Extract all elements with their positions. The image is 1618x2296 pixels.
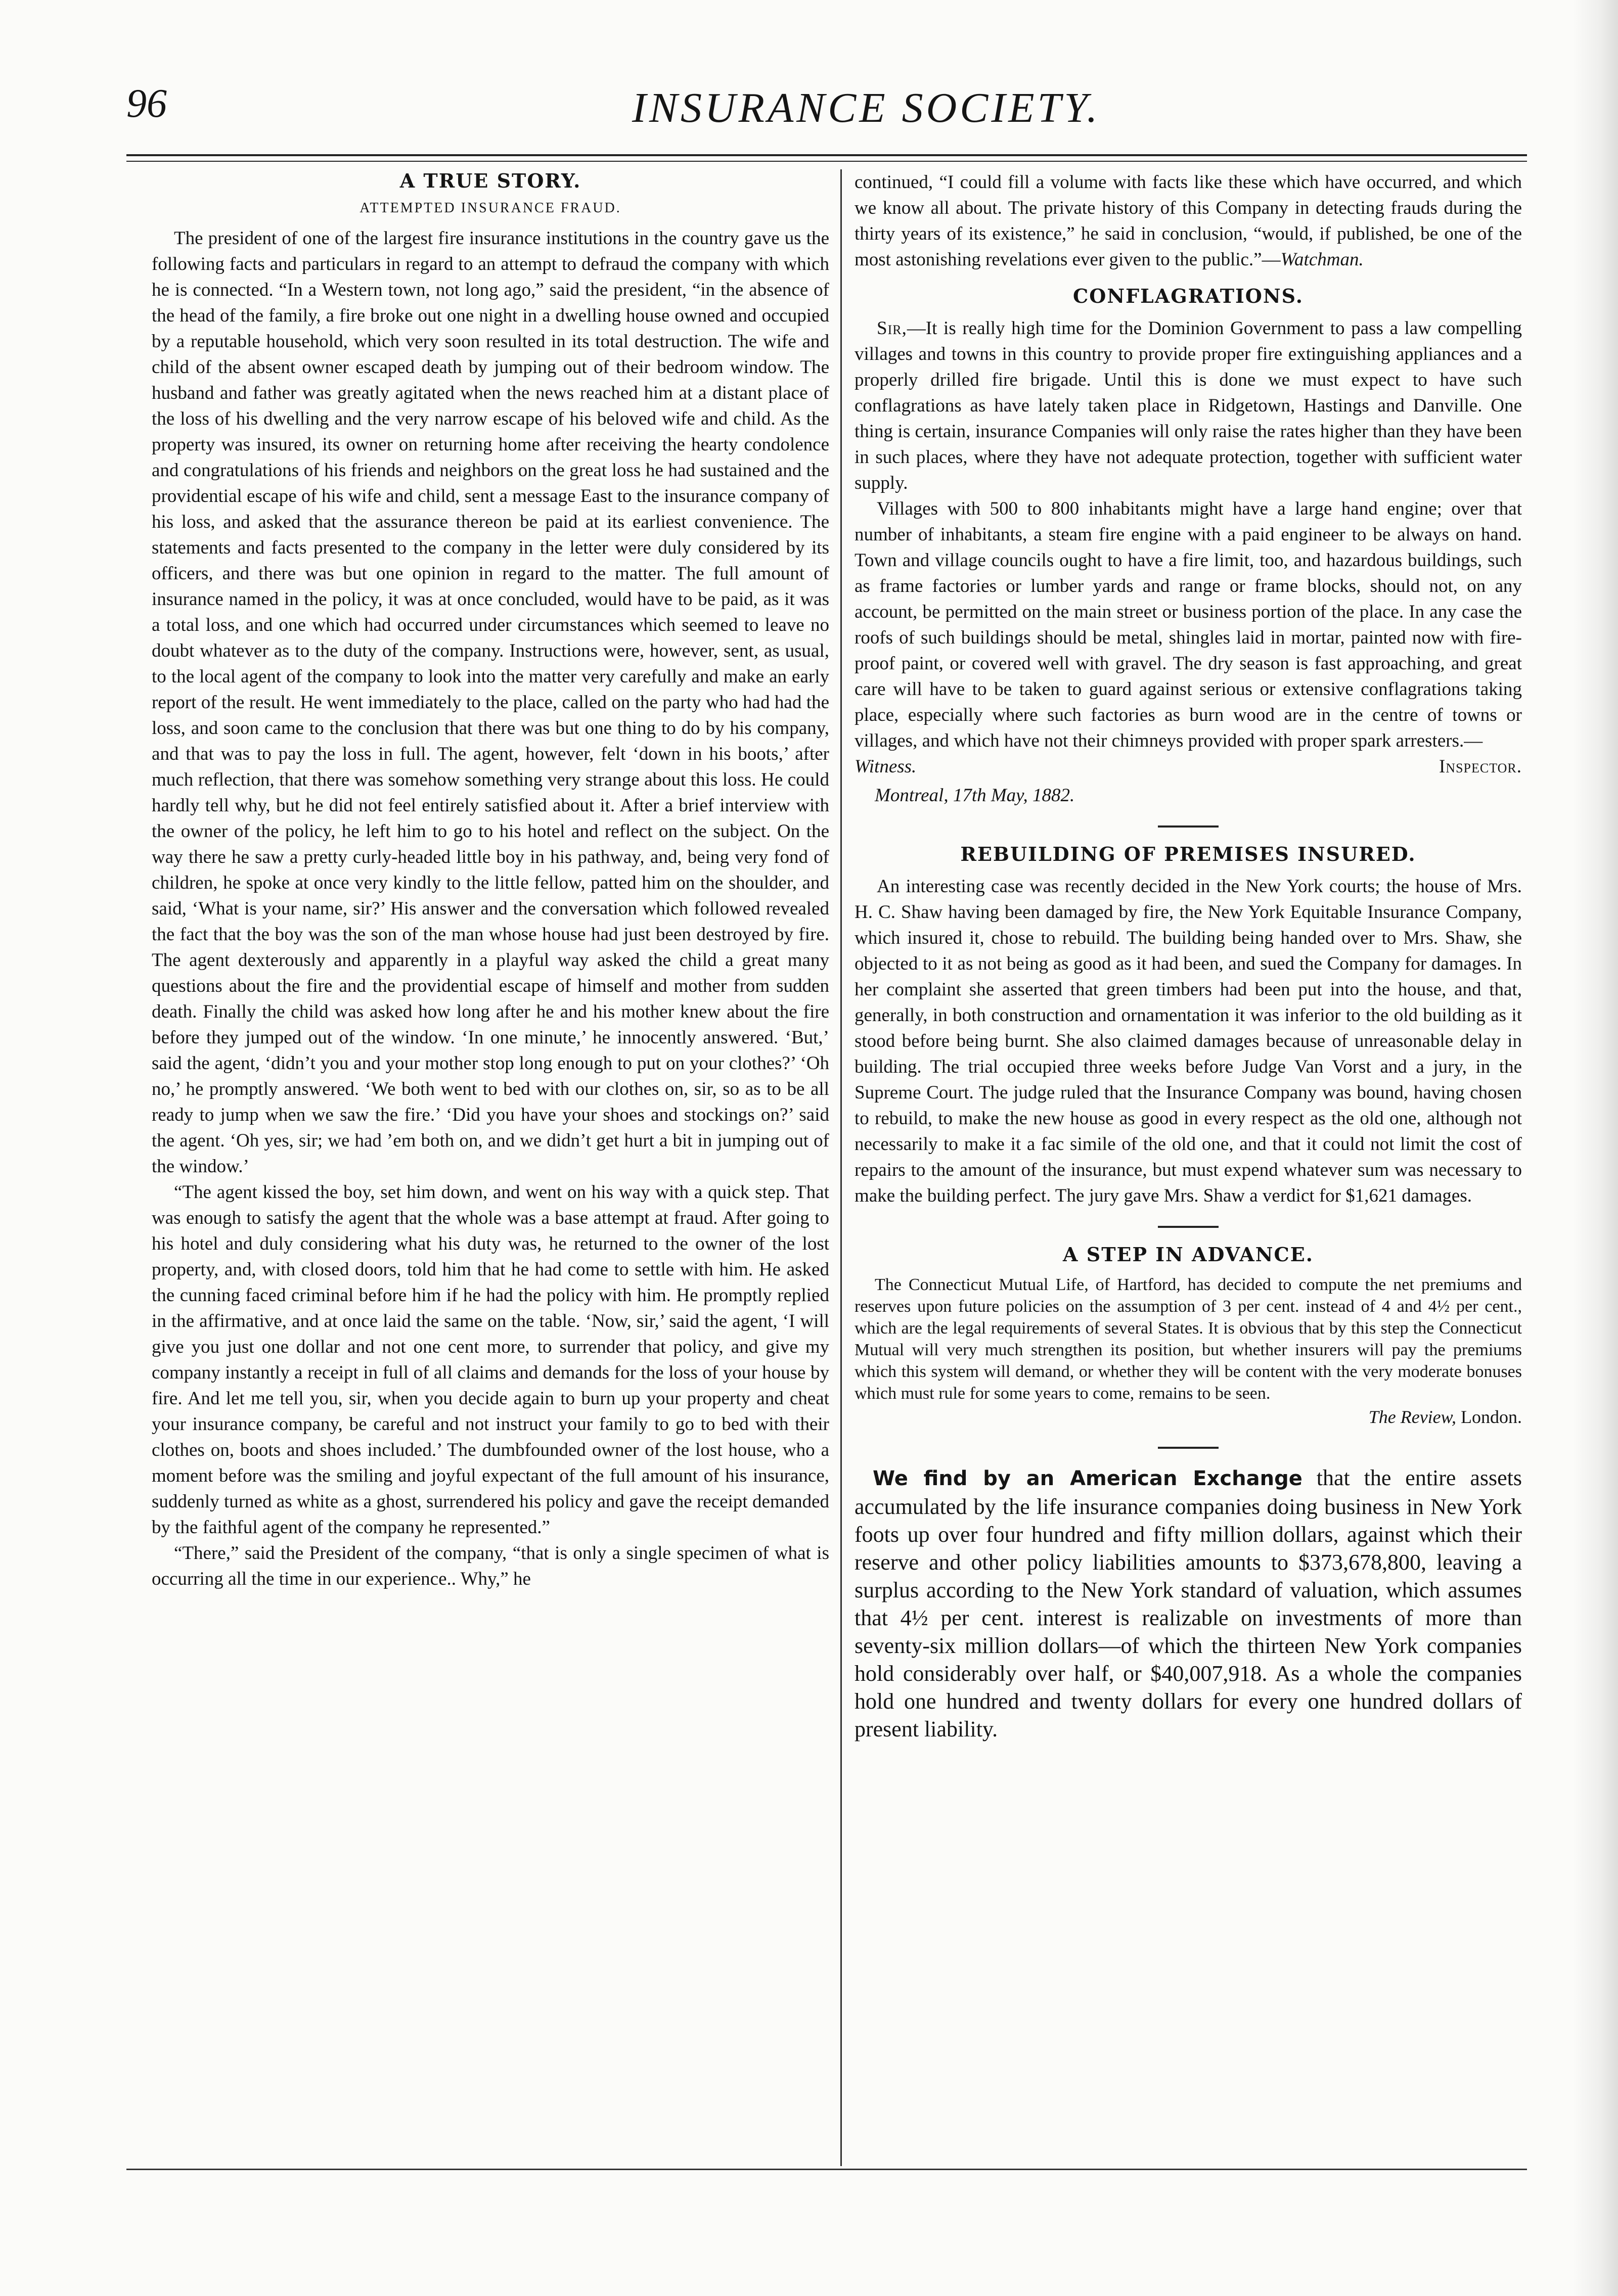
conflagrations-signature: Inspector.: [1439, 756, 1522, 777]
conflagrations-salutation: Sir,: [877, 318, 907, 339]
conflagrations-title: CONFLAGRATIONS.: [1073, 285, 1304, 307]
american-exchange-text: that the entire assets accumulated by the life insurance companies doing business in New York foots up over four hundred and fifty million dollars, against which their reserve and other policy liabilities amounts to $373,678,800, leaving a surplus according to the New York standard of valuation, which assumes that 4½ per cent. interest is realizable on investments of more than seventy-six million dollars—of which the thirteen New York companies hold considerably over half, or $40,007,918. As a whole the companies hold one hundred and twenty dollars for every one hundred dollars of present liability.: [855, 1465, 1522, 1741]
rebuilding-paragraph: An interesting case was recently decided in the New York courts; the house of Mrs. H. C. Shaw having been damaged by fire, the New York Equitable Insurance Company, which insured it, chose to rebuild. The building being handed over to Mrs. Shaw, she objected to it as not being as good as it had been, and sued the Company for damages. In her complaint she asserted that green timbers had been put into the house, and that, generally, in both construction and ornamentation it was inferior to the old building as it stood before being burnt. She also claimed damages because of unreasonable delay in building. The trial occupied three weeks before Judge Van Vorst and a jury, in the Supreme Court. The judge ruled that the Insurance Company was bound, having chosen to rebuild, to make the new house as good in every respect as the old one, although not necessarily to make it a fac simile of the old one, and that it could not limit the cost of repairs to the amount of the insurance, but must expend whatever sum was necessary to make the building perfect. The jury gave Mrs. Shaw a verdict for $1,621 damages.: [855, 876, 1522, 1206]
step-in-advance-title: A STEP IN ADVANCE.: [1063, 1243, 1314, 1266]
step-in-advance-source-place: London.: [1461, 1407, 1522, 1427]
header-rule-thin: [126, 161, 1527, 162]
step-in-advance-source-name: The Review,: [1368, 1407, 1456, 1427]
section-divider: [1158, 1447, 1219, 1449]
right-column: [855, 169, 1522, 2166]
left-column: [152, 169, 829, 2166]
true-story-subtitle: ATTEMPTED INSURANCE FRAUD.: [359, 200, 621, 216]
conflagrations-paragraph-2: Villages with 500 to 800 inhabitants might have a large hand engine; over that number of inhabitants, a steam fire engine with a paid engineer to be always on hand. Town and village councils ought to have a fire limit, too, and hazardous buildings, such as frame factories or lumber yards and range or frame blocks, should not, on any account, be permitted on the main street or business portion of the place. In any case the roofs of such buildings should be metal, shingles laid in mortar, painted now with fire-proof paint, or covered well with gravel. The dry season is fast approaching, and great care will have to be taken to guard against serious or extensive conflagrations taking place, especially where such factories as burn wood are in the centre of towns or villages, and which have not their chimneys provided with proper spark arresters.—: [855, 498, 1522, 751]
true-story-title: A TRUE STORY.: [399, 169, 581, 192]
running-head: INSURANCE SOCIETY.: [632, 84, 1101, 131]
american-exchange-lead: We find by an American Exchange: [873, 1467, 1302, 1490]
true-story-paragraph-1: The president of one of the largest fire insurance institutions in the country gave us the following facts and particulars in regard to an attempt to defraud the company with which he is connected. “In a Western town, not long ago,” said the president, “in the absence of the head of the family, a fire broke out one night in a dwelling house owned and occupied by a reputable household, which very soon resulted in its total destruction. The wife and child of the absent owner escaped death by jumping out of their bedroom window. The husband and father was greatly agitated when the news reached him at a distant place of the loss of his dwelling and the very narrow escape of his beloved wife and child. As the property was insured, its owner on returning home after receiving the hearty condolence and congratulations of his friends and neighbors on the great loss he had sustained and the providential escape of his wife and child, sent a message East to the insurance company of his loss, and asked that the assurance thereon be paid at its earliest convenience. The statements and facts presented to the company in the letter were duly considered by its officers, and there was but one opinion in regard to the matter. The full amount of insurance named in the policy, it was at once concluded, would have to be paid, as it was a total loss, and one which had occurred under circumstances which seemed to leave no doubt whatever as to the duty of the company. Instructions were, however, sent, as usual, to the local agent of the company to look into the matter very carefully and make an early report of the result. He went immediately to the place, called on the party who had had the loss, and soon came to the conclusion that there was but one thing to do by his company, and that was to pay the loss in full. The agent, however, felt ‘down in his boots,’ after much reflection, that there was somehow something very strange about this loss. He could hardly tell why, but he did not feel entirely satisfied about it. After a brief interview with the owner of the policy, he left him to go to his hotel and reflect on the subject. On the way there he saw a pretty curly-headed little boy in his pathway, and, being very fond of children, he spoke at once very kindly to the little fellow, patted him on the shoulder, and said, ‘What is your name, sir?’ His answer and the conversation which followed revealed the fact that the boy was the son of the man whose house had just been destroyed by fire. The agent dexterously and apparently in a playful way asked the child a great many questions about the fire and the providential escape of himself and mother from sudden death. Finally the child was asked how long after he and his mother knew about the fire before they jumped out of the window. ‘In one minute,’ he innocently answered. ‘But,’ said the agent, ‘didn’t you and your mother stop long enough to put on your clothes?’ ‘Oh no,’ he promptly answered. ‘We both went to bed with our clothes on, sir, so as to be all ready to jump when we saw the fire.’ ‘Did you have your shoes and stockings on?’ said the agent. ‘Oh yes, sir; we had ’em both on, and we didn’t get hurt a bit in jumping out of the window.’: [152, 228, 829, 1177]
true-story-continuation-text: continued, “I could fill a volume with facts like these which have occurred, and which we know all about. The private history of this Company in detecting frauds during the thirty years of its existence,” he said in conclusion, “would, if published, be one of the most astonishing revelations ever given to the public.”—: [855, 172, 1522, 270]
true-story-source: Watchman.: [1280, 249, 1364, 270]
conflagrations-signoff: [855, 754, 1522, 779]
page-number: 96: [126, 81, 167, 126]
true-story-continuation: [855, 169, 1522, 272]
footer-rule: [126, 2169, 1527, 2170]
american-exchange-paragraph: [855, 1464, 1522, 1743]
header-rule: [126, 154, 1527, 156]
conflagrations-paragraph-1: [855, 315, 1522, 496]
section-divider: [1158, 1226, 1219, 1228]
true-story-paragraph-3: “There,” said the President of the company, “that is only a single specimen of what is occurring all the time in our experience.. Why,” he: [152, 1543, 829, 1589]
scan-shadow-edge: [1572, 0, 1618, 2296]
step-in-advance-source: [855, 1404, 1522, 1430]
section-divider: [1158, 825, 1219, 828]
true-story-paragraph-2: “The agent kissed the boy, set him down, and went on his way with a quick step. That was enough to satisfy the agent that the whole was a base attempt at fraud. After going to his hotel and duly considering what his duty was, he returned to the owner of the lost property, and, with closed doors, told him that he had come to settle with him. He asked the cunning faced criminal before him if he had the policy with him. He promptly replied in the affirmative, and at once laid the same on the table. ‘Now, sir,’ said the agent, ‘I will give you just one dollar and not one cent more, to surrender that policy, and give my company instantly a receipt in full of all claims and demands for the loss of your house by fire. And let me tell you, sir, when you decide again to burn up your property and cheat your insurance company, be careful and not instruct your family to go to bed with their clothes on, boots and shoes included.’ The dumbfounded owner of the lost house, who a moment before was the smiling and joyful expectant of the full amount of his insurance, suddenly turned as white as a ghost, surrendered his policy and gave the receipt demanded by the faithful agent of the company he represented.”: [152, 1182, 829, 1538]
conflagrations-paragraph-1-text: —It is really high time for the Dominion Government to pass a law compelling villages and towns in this country to provide proper fire extinguishing appliances and a properly drilled fire brigade. Until this is done we must expect to have such conflagrations as have lately taken place in Ridgetown, Hastings and Danville. One thing is certain, insurance Companies will only raise the rates higher than they have been in such places, where they have not adequate protection, together with sufficient water supply.: [855, 318, 1522, 493]
conflagrations-dateline: Montreal, 17th May, 1882.: [875, 785, 1075, 806]
step-in-advance-paragraph: The Connecticut Mutual Life, of Hartford, has decided to compute the net premiums and reserves upon future policies on the assumption of 3 per cent. instead of 4 and 4½ per cent., which are the legal requirements of several States. It is obvious that by this step the Connecticut Mutual will very much strengthen its position, but whether insurers will pay the premiums which this system will demand, or whether they will be content with the very moderate bonuses which must rule for some years to come, remains to be seen.: [855, 1275, 1522, 1403]
rebuilding-title: REBUILDING OF PREMISES INSURED.: [960, 843, 1416, 865]
conflagrations-source: Witness.: [855, 756, 917, 777]
column-divider: [840, 169, 842, 2166]
